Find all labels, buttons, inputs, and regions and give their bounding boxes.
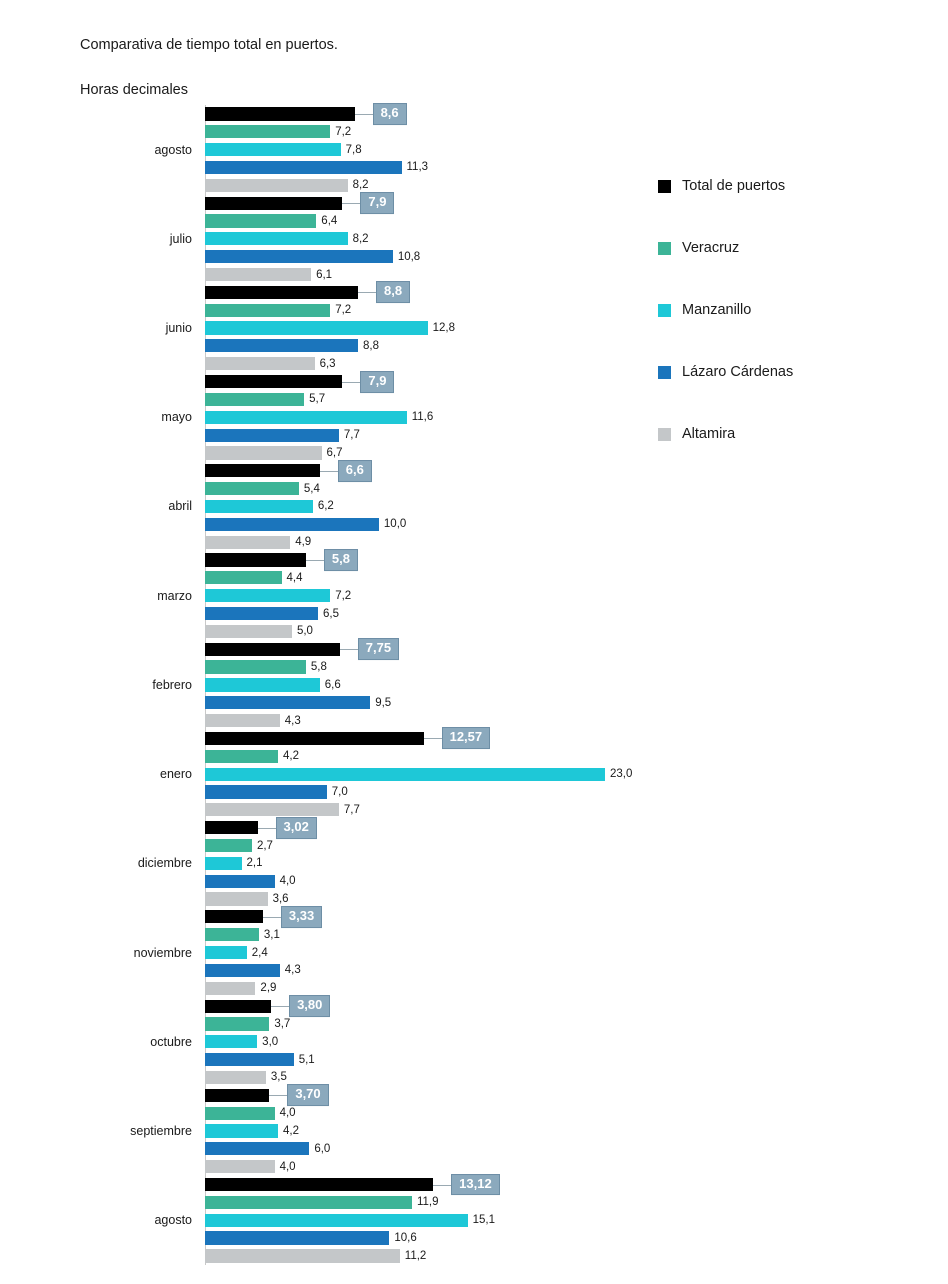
chart-group: [80, 1086, 640, 1175]
category-axis-label: marzo: [157, 588, 192, 603]
bar-altamira[interactable]: [205, 982, 255, 995]
bar-total-de-puertos[interactable]: [205, 464, 320, 477]
callout-leader-line: [433, 1185, 451, 1186]
bar-manzanillo[interactable]: [205, 589, 330, 602]
bar-value-label: 6,4: [321, 214, 338, 227]
bar-total-de-puertos[interactable]: [205, 1089, 269, 1102]
bar-row: [205, 123, 640, 141]
legend-swatch-icon: [658, 180, 671, 193]
callout-leader-line: [342, 382, 360, 383]
legend-item-label: Altamira: [682, 426, 736, 442]
bar-row: [205, 622, 640, 640]
legend-item[interactable]: [658, 155, 918, 217]
bar-total-de-puertos[interactable]: [205, 286, 358, 299]
bar-value-label: 5,4: [303, 482, 320, 495]
bar-row: [205, 498, 640, 516]
total-value-callout: 3,70: [287, 1084, 328, 1106]
category-axis-label: noviembre: [133, 945, 192, 960]
legend-item-label: Lázaro Cárdenas: [682, 364, 794, 380]
bar-value-label: 3,7: [274, 1017, 291, 1030]
bar-lázaro-cárdenas[interactable]: [205, 1142, 309, 1155]
bar-lázaro-cárdenas[interactable]: [205, 964, 280, 977]
bar-row: [205, 319, 640, 337]
bar-row: [205, 1051, 640, 1069]
bar-value-label: 9,5: [375, 696, 392, 709]
bar-row: [205, 266, 640, 284]
bar-row: [205, 230, 640, 248]
bar-row: [205, 1086, 640, 1104]
chart-title-line1: Comparativa de tiempo total en puertos.: [80, 37, 338, 54]
bar-altamira[interactable]: [205, 1160, 275, 1173]
bar-row: [205, 515, 640, 533]
category-axis-label: julio: [169, 231, 192, 246]
bar-row: [205, 712, 640, 730]
bar-veracruz[interactable]: [205, 482, 299, 495]
bar-row: [205, 1229, 640, 1247]
bar-lázaro-cárdenas[interactable]: [205, 1053, 294, 1066]
bar-value-label: 3,5: [270, 1071, 287, 1084]
bar-row: [205, 819, 640, 837]
bar-value-label: 4,3: [284, 964, 301, 977]
bar-altamira[interactable]: [205, 357, 315, 370]
bar-row: [205, 1158, 640, 1176]
chart-group-bars: [205, 194, 640, 283]
bar-row: [205, 176, 640, 194]
legend-item-label: Veracruz: [682, 240, 740, 256]
bar-value-label: 11,3: [406, 161, 429, 174]
bar-veracruz[interactable]: [205, 304, 330, 317]
bar-manzanillo[interactable]: [205, 857, 242, 870]
total-value-callout: 12,57: [442, 727, 491, 749]
chart-group: [80, 819, 640, 908]
bar-value-label: 8,8: [363, 339, 380, 352]
bar-value-label: 6,2: [317, 500, 334, 513]
bar-value-label: 4,2: [283, 750, 300, 763]
category-axis-label: agosto: [154, 1213, 192, 1228]
bar-veracruz[interactable]: [205, 1196, 412, 1209]
total-value-callout: 3,33: [281, 906, 322, 928]
bar-manzanillo[interactable]: [205, 946, 247, 959]
bar-lázaro-cárdenas[interactable]: [205, 875, 275, 888]
bar-row: [205, 1015, 640, 1033]
bar-lázaro-cárdenas[interactable]: [205, 518, 379, 531]
bar-manzanillo[interactable]: [205, 411, 407, 424]
bar-row: [205, 533, 640, 551]
legend-swatch-icon: [658, 366, 671, 379]
bar-value-label: 5,1: [298, 1053, 315, 1066]
total-value-callout: 7,9: [360, 371, 394, 393]
bar-altamira[interactable]: [205, 1071, 266, 1084]
legend-item-label: Total de puertos: [682, 178, 786, 194]
bar-altamira[interactable]: [205, 714, 280, 727]
bar-row: [205, 640, 640, 658]
callout-leader-line: [342, 203, 360, 204]
bar-lázaro-cárdenas[interactable]: [205, 339, 358, 352]
total-value-callout: 7,75: [358, 638, 399, 660]
bar-manzanillo[interactable]: [205, 232, 348, 245]
bar-row: [205, 569, 640, 587]
chart-group: [80, 105, 640, 194]
bar-value-label: 7,7: [343, 803, 360, 816]
bar-row: [205, 801, 640, 819]
bar-row: [205, 462, 640, 480]
bar-total-de-puertos[interactable]: [205, 375, 342, 388]
bar-row: [205, 194, 640, 212]
bar-value-label: 12,8: [432, 322, 455, 335]
bar-row: [205, 962, 640, 980]
chart-group: [80, 997, 640, 1086]
bar-value-label: 6,7: [326, 446, 343, 459]
bar-row: [205, 926, 640, 944]
callout-leader-line: [269, 1095, 287, 1096]
bar-chart-plot-area: [80, 105, 640, 1265]
bar-veracruz[interactable]: [205, 571, 282, 584]
bar-row: [205, 283, 640, 301]
legend-item[interactable]: [658, 217, 918, 279]
bar-row: [205, 1247, 640, 1265]
bar-veracruz[interactable]: [205, 393, 304, 406]
callout-leader-line: [271, 1006, 289, 1007]
chart-title-line2: Horas decimales: [80, 82, 188, 99]
bar-row: [205, 391, 640, 409]
chart-group-bars: [205, 105, 640, 194]
bar-lázaro-cárdenas[interactable]: [205, 696, 370, 709]
chart-group: [80, 551, 640, 640]
bar-row: [205, 979, 640, 997]
bar-row: [205, 426, 640, 444]
bar-value-label: 8,2: [352, 232, 369, 245]
total-value-callout: 5,8: [324, 549, 358, 571]
chart-legend: [658, 155, 918, 465]
bar-manzanillo[interactable]: [205, 768, 605, 781]
chart-group: [80, 908, 640, 997]
bar-value-label: 6,0: [314, 1142, 331, 1155]
bar-veracruz[interactable]: [205, 839, 252, 852]
category-axis-label: abril: [168, 499, 192, 514]
bar-altamira[interactable]: [205, 536, 290, 549]
bar-row: [205, 605, 640, 623]
bar-value-label: 7,2: [335, 125, 352, 138]
bar-row: [205, 890, 640, 908]
category-axis-label: octubre: [150, 1034, 192, 1049]
bar-manzanillo[interactable]: [205, 1214, 468, 1227]
bar-value-label: 7,2: [335, 304, 352, 317]
bar-value-label: 10,0: [383, 518, 407, 531]
bar-row: [205, 551, 640, 569]
chart-group-bars: [205, 462, 640, 551]
bar-manzanillo[interactable]: [205, 1124, 278, 1137]
bar-row: [205, 908, 640, 926]
chart-group-bars: [205, 730, 640, 819]
bar-altamira[interactable]: [205, 625, 292, 638]
bar-row: [205, 212, 640, 230]
callout-leader-line: [358, 292, 376, 293]
bar-value-label: 5,7: [309, 393, 326, 406]
bar-value-label: 4,0: [279, 875, 296, 888]
legend-item[interactable]: [658, 341, 918, 403]
callout-leader-line: [320, 471, 338, 472]
bar-total-de-puertos[interactable]: [205, 553, 306, 566]
bar-total-de-puertos[interactable]: [205, 643, 340, 656]
bar-altamira[interactable]: [205, 446, 322, 459]
total-value-callout: 13,12: [451, 1174, 500, 1196]
chart-group: [80, 730, 640, 819]
bar-manzanillo[interactable]: [205, 1035, 257, 1048]
bar-row: [205, 408, 640, 426]
bar-lázaro-cárdenas[interactable]: [205, 429, 339, 442]
category-axis-label: mayo: [161, 410, 192, 425]
bar-value-label: 11,9: [416, 1196, 439, 1209]
bar-value-label: 4,2: [283, 1125, 300, 1138]
legend-item[interactable]: [658, 403, 918, 465]
bar-value-label: 2,7: [256, 839, 273, 852]
bar-lázaro-cárdenas[interactable]: [205, 161, 402, 174]
bar-veracruz[interactable]: [205, 1017, 269, 1030]
bar-row: [205, 1176, 640, 1194]
bar-lázaro-cárdenas[interactable]: [205, 607, 318, 620]
bar-value-label: 5,8: [310, 661, 327, 674]
bar-total-de-puertos[interactable]: [205, 1000, 271, 1013]
category-axis-label: junio: [165, 321, 192, 336]
legend-swatch-icon: [658, 428, 671, 441]
category-axis-label: agosto: [154, 142, 192, 157]
bar-value-label: 6,1: [316, 268, 333, 281]
bar-value-label: 4,9: [295, 536, 312, 549]
chart-group-bars: [205, 997, 640, 1086]
bar-row: [205, 872, 640, 890]
category-axis-label: diciembre: [137, 856, 192, 871]
legend-item[interactable]: [658, 279, 918, 341]
bar-row: [205, 1211, 640, 1229]
bar-value-label: 15,1: [472, 1214, 495, 1227]
chart-group: [80, 1176, 640, 1265]
bar-total-de-puertos[interactable]: [205, 910, 263, 923]
bar-total-de-puertos[interactable]: [205, 732, 424, 745]
bar-row: [205, 783, 640, 801]
chart-group-bars: [205, 640, 640, 729]
bar-lázaro-cárdenas[interactable]: [205, 1231, 389, 1244]
chart-group-bars: [205, 551, 640, 640]
bar-total-de-puertos[interactable]: [205, 821, 258, 834]
bar-value-label: 3,1: [263, 928, 280, 941]
legend-swatch-icon: [658, 242, 671, 255]
bar-value-label: 11,6: [411, 411, 434, 424]
chart-group-bars: [205, 1176, 640, 1265]
bar-value-label: 10,8: [397, 250, 421, 263]
bar-row: [205, 854, 640, 872]
total-value-callout: 3,02: [276, 817, 317, 839]
bar-row: [205, 658, 640, 676]
total-value-callout: 7,9: [360, 192, 394, 214]
bar-lázaro-cárdenas[interactable]: [205, 250, 393, 263]
bar-row: [205, 373, 640, 391]
chart-group-bars: [205, 283, 640, 372]
bar-row: [205, 355, 640, 373]
bar-value-label: 4,0: [279, 1107, 296, 1120]
bar-manzanillo[interactable]: [205, 143, 341, 156]
bar-value-label: 8,2: [352, 179, 369, 192]
bar-altamira[interactable]: [205, 179, 348, 192]
bar-value-label: 10,6: [394, 1232, 417, 1245]
bar-row: [205, 159, 640, 177]
bar-value-label: 2,4: [251, 946, 268, 959]
bar-veracruz[interactable]: [205, 928, 259, 941]
category-axis-label: enero: [160, 767, 192, 782]
bar-row: [205, 480, 640, 498]
bar-value-label: 7,2: [335, 589, 352, 602]
total-value-callout: 3,80: [289, 995, 330, 1017]
bar-row: [205, 1122, 640, 1140]
bar-row: [205, 676, 640, 694]
bar-row: [205, 944, 640, 962]
callout-leader-line: [340, 649, 358, 650]
chart-group-bars: [205, 373, 640, 462]
bar-row: [205, 747, 640, 765]
callout-leader-line: [263, 917, 281, 918]
bar-value-label: 4,0: [279, 1160, 296, 1173]
bar-veracruz[interactable]: [205, 125, 330, 138]
bar-row: [205, 248, 640, 266]
bar-row: [205, 105, 640, 123]
chart-group: [80, 283, 640, 372]
bar-row: [205, 1069, 640, 1087]
bar-value-label: 6,6: [324, 678, 341, 691]
bar-veracruz[interactable]: [205, 750, 278, 763]
bar-veracruz[interactable]: [205, 660, 306, 673]
bar-veracruz[interactable]: [205, 1107, 275, 1120]
category-axis-label: septiembre: [130, 1124, 192, 1139]
bar-manzanillo[interactable]: [205, 678, 320, 691]
callout-leader-line: [306, 560, 324, 561]
chart-group: [80, 462, 640, 551]
bar-row: [205, 730, 640, 748]
bar-row: [205, 337, 640, 355]
bar-altamira[interactable]: [205, 268, 311, 281]
bar-value-label: 4,4: [286, 571, 303, 584]
total-value-callout: 6,6: [338, 460, 372, 482]
total-value-callout: 8,6: [373, 103, 407, 125]
bar-row: [205, 301, 640, 319]
bar-value-label: 6,5: [323, 607, 340, 620]
bar-altamira[interactable]: [205, 803, 339, 816]
bar-row: [205, 765, 640, 783]
bar-total-de-puertos[interactable]: [205, 107, 355, 120]
bar-value-label: 11,2: [404, 1249, 427, 1262]
bar-value-label: 2,9: [260, 982, 277, 995]
bar-total-de-puertos[interactable]: [205, 1178, 433, 1191]
legend-swatch-icon: [658, 304, 671, 317]
bar-lázaro-cárdenas[interactable]: [205, 785, 327, 798]
category-axis-label: febrero: [152, 677, 192, 692]
bar-value-label: 2,1: [246, 857, 263, 870]
bar-row: [205, 997, 640, 1015]
bar-value-label: 7,0: [331, 785, 348, 798]
chart-group-bars: [205, 908, 640, 997]
bar-value-label: 7,7: [343, 429, 360, 442]
bar-altamira[interactable]: [205, 892, 268, 905]
bar-veracruz[interactable]: [205, 214, 316, 227]
bar-row: [205, 1033, 640, 1051]
bar-value-label: 3,6: [272, 893, 289, 906]
chart-group-bars: [205, 819, 640, 908]
bar-altamira[interactable]: [205, 1249, 400, 1262]
bar-row: [205, 694, 640, 712]
callout-leader-line: [258, 828, 276, 829]
bar-manzanillo[interactable]: [205, 500, 313, 513]
bar-total-de-puertos[interactable]: [205, 197, 342, 210]
callout-leader-line: [355, 114, 373, 115]
chart-group: [80, 640, 640, 729]
legend-item-label: Manzanillo: [682, 302, 752, 318]
chart-group: [80, 194, 640, 283]
bar-value-label: 6,3: [319, 357, 336, 370]
bar-manzanillo[interactable]: [205, 321, 428, 334]
bar-row: [205, 837, 640, 855]
callout-leader-line: [424, 738, 442, 739]
bar-value-label: 5,0: [296, 625, 313, 638]
chart-group-bars: [205, 1086, 640, 1175]
bar-value-label: 23,0: [610, 768, 633, 781]
total-value-callout: 8,8: [376, 281, 410, 303]
bar-value-label: 4,3: [284, 714, 301, 727]
bar-row: [205, 141, 640, 159]
bar-row: [205, 1104, 640, 1122]
bar-value-label: 7,8: [345, 143, 362, 156]
chart-group: [80, 373, 640, 462]
bar-row: [205, 1140, 640, 1158]
bar-row: [205, 1193, 640, 1211]
bar-value-label: 3,0: [262, 1035, 279, 1048]
bar-row: [205, 444, 640, 462]
bar-row: [205, 587, 640, 605]
